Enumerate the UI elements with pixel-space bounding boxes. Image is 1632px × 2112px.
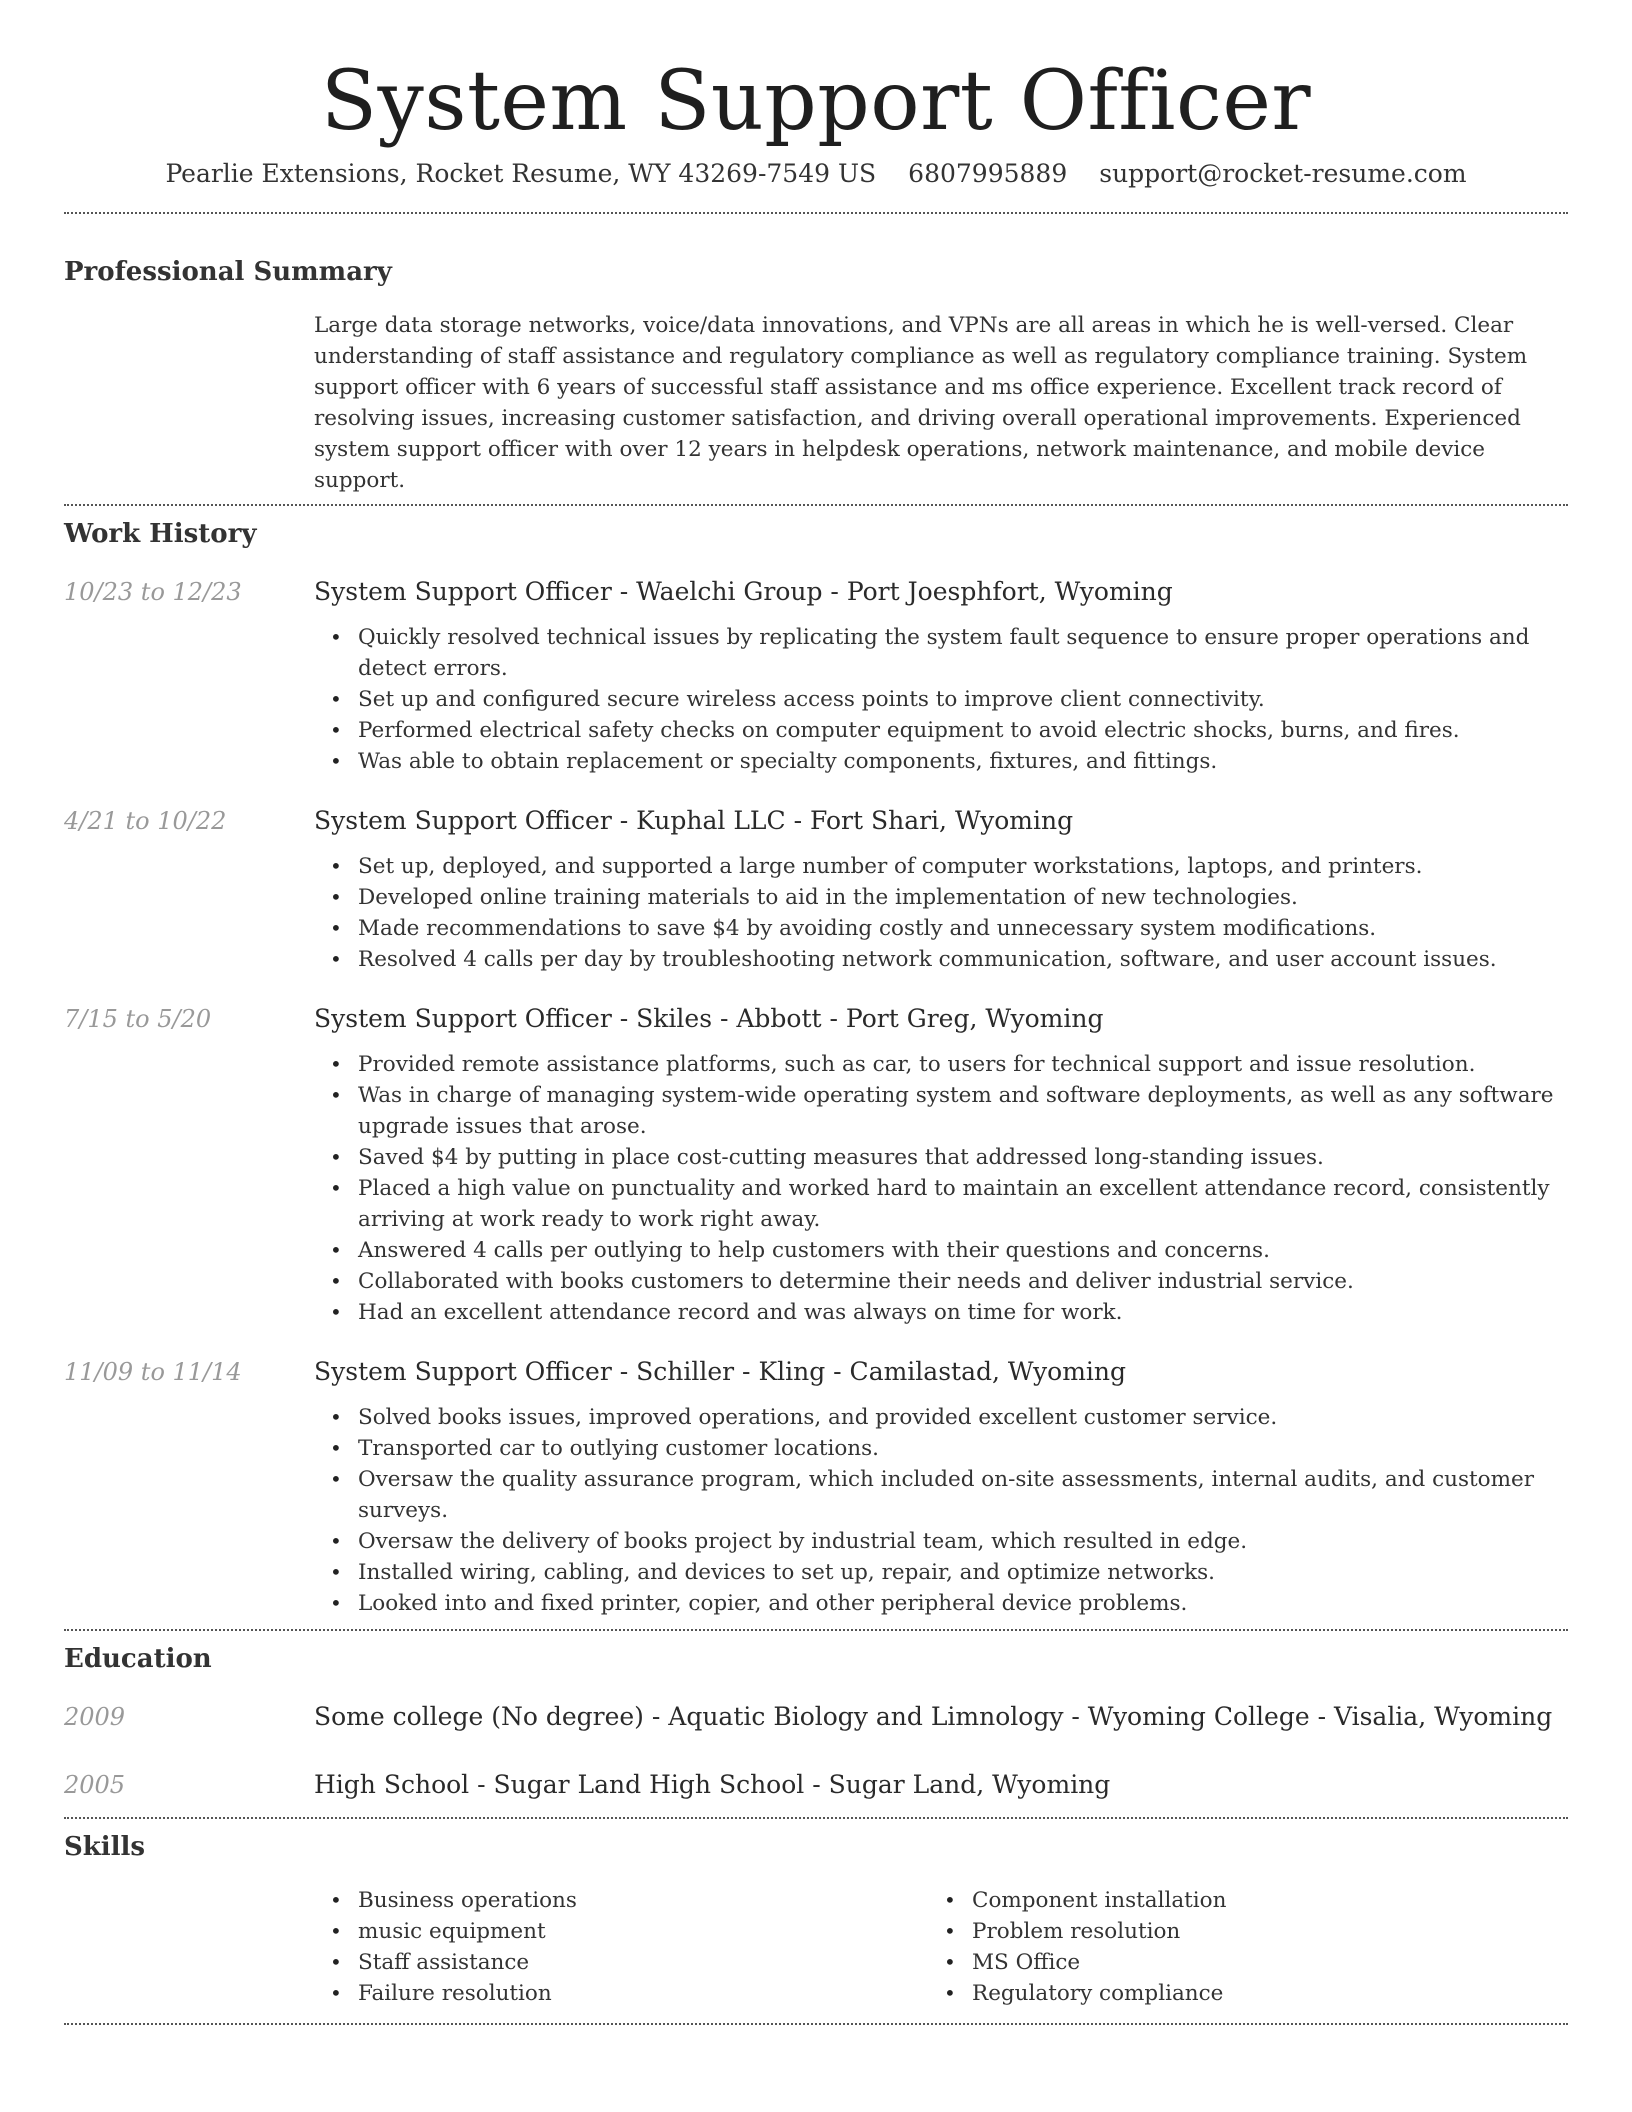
job-entry: [64, 803, 1568, 975]
summary-text: Large data storage networks, voice/data innovations, and VPNs are all areas in which he is well-versed. Clear understanding of staff assistance and regulatory compliance as well as regulatory compliance training. System support officer with 6 years of successful staff assistance and ms office experience. Excellent track record of resolving issues, increasing customer satisfaction, and driving overall operational improvements. Experienced system support officer with over 12 years in helpdesk operations, network maintenance, and mobile device support.: [314, 313, 1528, 493]
work-history-section: [64, 506, 1568, 1619]
list-item: • Was able to obtain replacement or specialty components, fixtures, and fittings.: [314, 746, 1568, 777]
education-year: 2009: [64, 1703, 126, 1731]
job-bullets: [314, 1402, 1568, 1619]
job-entry: [64, 1001, 1568, 1328]
phone: 6807995889: [908, 159, 1068, 188]
email: support@rocket-resume.com: [1099, 159, 1467, 188]
list-item: • Performed electrical safety checks on computer equipment to avoid electric shocks, burns, and fires.: [314, 715, 1568, 746]
education-text: High School - Sugar Land High School - Sugar Land, Wyoming: [314, 1770, 1111, 1799]
job-body: [314, 803, 1568, 975]
skills-column-right: [928, 1885, 1542, 2009]
job-title: System Support Officer - Waelchi Group - Port Joesphfort, Wyoming: [314, 577, 1173, 606]
education-text: Some college (No degree) - Aquatic Biology and Limnology - Wyoming College - Visalia, Wyoming: [314, 1702, 1553, 1731]
skills-column-left: [314, 1885, 928, 2009]
summary-section: [64, 214, 1568, 496]
list-item: • Oversaw the delivery of books project by industrial team, which resulted in edge.: [314, 1526, 1568, 1557]
list-item: • Developed online training materials to aid in the implementation of new technologies.: [314, 882, 1568, 913]
list-item: • Set up and configured secure wireless access points to improve client connectivity.: [314, 684, 1568, 715]
list-item: • Staff assistance: [314, 1947, 928, 1978]
list-item: • Installed wiring, cabling, and devices to set up, repair, and optimize networks.: [314, 1557, 1568, 1588]
list-item: • Transported car to outlying customer locations.: [314, 1433, 1568, 1464]
education-section: [64, 1631, 1568, 1803]
section-title-skills: Skills: [64, 1832, 146, 1862]
education-entry: [64, 1767, 1568, 1803]
list-item: • Regulatory compliance: [928, 1978, 1542, 2009]
list-item: • Had an excellent attendance record and was always on time for work.: [314, 1297, 1568, 1328]
section-title-summary: Professional Summary: [64, 257, 392, 287]
list-item: • Was in charge of managing system-wide operating system and software deployments, as well as any software upgrade issues that arose.: [314, 1080, 1568, 1142]
skills-section: [64, 1819, 1568, 2009]
address: Pearlie Extensions, Rocket Resume, WY 43269-7549 US: [165, 159, 877, 188]
job-body: [314, 1001, 1568, 1328]
job-entry: [64, 574, 1568, 777]
list-item: • Resolved 4 calls per day by troubleshooting network communication, software, and user account issues.: [314, 944, 1568, 975]
divider: [64, 2023, 1568, 2025]
job-dates: 10/23 to 12/23: [64, 578, 242, 606]
job-title: System Support Officer - Schiller - Kling - Camilastad, Wyoming: [314, 1357, 1126, 1386]
candidate-name: System Support Officer: [320, 54, 1312, 149]
job-dates: 7/15 to 5/20: [64, 1005, 212, 1033]
job-body: [314, 574, 1568, 777]
job-title: System Support Officer - Skiles - Abbott - Port Greg, Wyoming: [314, 1004, 1104, 1033]
education-entry: [64, 1699, 1568, 1735]
contact-line: [64, 150, 1568, 212]
job-dates: 11/09 to 11/14: [64, 1358, 242, 1386]
list-item: • Oversaw the quality assurance program, which included on-site assessments, internal audits, and customer surveys.: [314, 1464, 1568, 1526]
education-year: 2005: [64, 1771, 126, 1799]
list-item: • Failure resolution: [314, 1978, 928, 2009]
list-item: • Answered 4 calls per outlying to help customers with their questions and concerns.: [314, 1235, 1568, 1266]
list-item: • Quickly resolved technical issues by replicating the system fault sequence to ensure proper operations and detect errors.: [314, 622, 1568, 684]
job-bullets: [314, 622, 1568, 777]
skills-columns: [314, 1885, 1568, 2009]
job-bullets: [314, 1049, 1568, 1328]
list-item: • Saved $4 by putting in place cost-cutting measures that addressed long-standing issues.: [314, 1142, 1568, 1173]
list-item: • Collaborated with books customers to determine their needs and deliver industrial service.: [314, 1266, 1568, 1297]
job-bullets: [314, 851, 1568, 975]
list-item: • Problem resolution: [928, 1916, 1542, 1947]
list-item: • Business operations: [314, 1885, 928, 1916]
list-item: • Solved books issues, improved operations, and provided excellent customer service.: [314, 1402, 1568, 1433]
job-title: System Support Officer - Kuphal LLC - Fort Shari, Wyoming: [314, 806, 1074, 835]
list-item: • MS Office: [928, 1947, 1542, 1978]
list-item: • Looked into and fixed printer, copier, and other peripheral device problems.: [314, 1588, 1568, 1619]
list-item: • music equipment: [314, 1916, 928, 1947]
job-entry: [64, 1354, 1568, 1619]
list-item: • Set up, deployed, and supported a large number of computer workstations, laptops, and printers.: [314, 851, 1568, 882]
list-item: • Provided remote assistance platforms, such as car, to users for technical support and issue resolution.: [314, 1049, 1568, 1080]
list-item: • Component installation: [928, 1885, 1542, 1916]
list-item: • Placed a high value on punctuality and worked hard to maintain an excellent attendance record, consistently arriving at work ready to work right away.: [314, 1173, 1568, 1235]
list-item: • Made recommendations to save $4 by avoiding costly and unnecessary system modifications.: [314, 913, 1568, 944]
job-body: [314, 1354, 1568, 1619]
section-title-education: Education: [64, 1644, 212, 1674]
section-title-work-history: Work History: [64, 519, 257, 549]
job-dates: 4/21 to 10/22: [64, 807, 227, 835]
